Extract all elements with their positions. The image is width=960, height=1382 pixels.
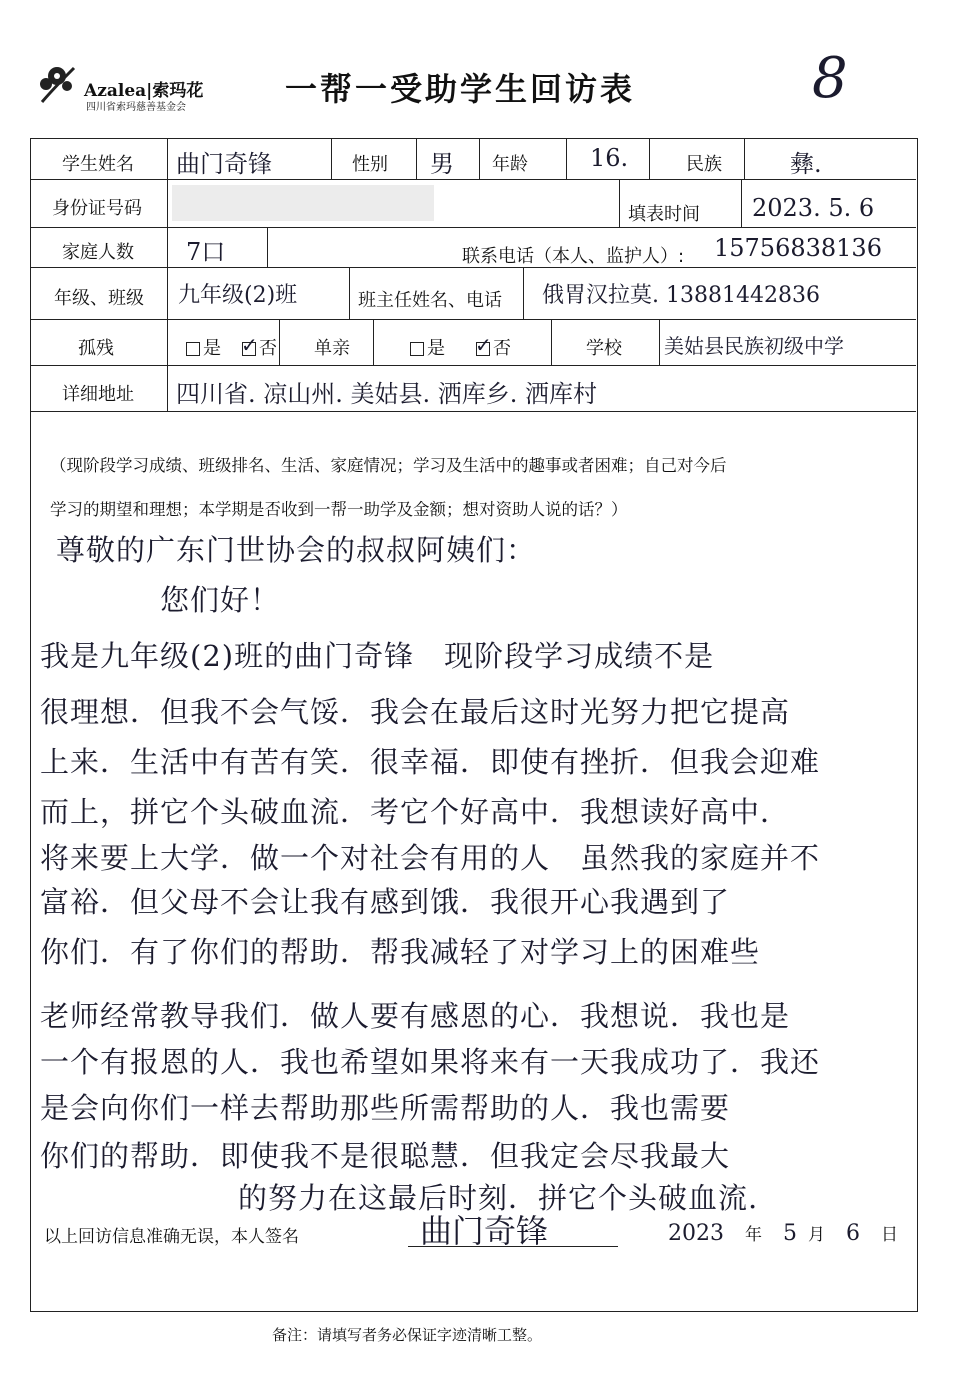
row-divider: [31, 179, 916, 180]
student-name-label: 学生姓名: [62, 154, 134, 175]
page-number: 8: [812, 46, 848, 111]
row-divider: [31, 365, 916, 366]
col-divider: [619, 179, 620, 227]
logo-text: Azalea|索玛花: [84, 81, 204, 101]
col-divider: [523, 267, 524, 319]
family-size-label: 家庭人数: [62, 242, 134, 263]
school-field[interactable]: 美姑县民族初级中学: [664, 334, 844, 358]
letter-line: 上来．生活中有苦有笑．很幸福．即使有挫折．但我会迎难: [40, 745, 821, 779]
single-yes-text: 是: [427, 338, 445, 359]
letter-line: 你们．有了你们的帮助．帮我减轻了对学习上的困难些: [40, 935, 761, 969]
signature-label: 以上回访信息准确无误，本人签名: [44, 1227, 299, 1247]
logo-subtitle: 四川省索玛慈善基金会: [86, 102, 186, 113]
letter-line: 将来要上大学．做一个对社会有用的人 虽然我的家庭并不: [40, 841, 821, 875]
fill-time-label: 填表时间: [628, 204, 700, 225]
col-divider: [349, 267, 350, 319]
col-divider: [167, 139, 168, 411]
letter-line: 尊敬的广东门世协会的叔叔阿姨们：: [56, 533, 537, 567]
grade-class-label: 年级、班级: [54, 288, 144, 309]
azalea-flower-logo-icon: [34, 58, 80, 104]
year-unit: 年: [745, 1225, 762, 1245]
teacher-label: 班主任姓名、电话: [358, 290, 502, 311]
month-unit: 月: [808, 1225, 825, 1245]
row-divider: [31, 411, 916, 412]
orphan-no-option[interactable]: [242, 334, 277, 360]
footer-note: 备注：请填写者务必保证字迹清晰工整。: [272, 1326, 543, 1344]
date-month[interactable]: 5: [783, 1221, 797, 1246]
col-divider: [279, 319, 280, 365]
col-divider: [331, 139, 332, 179]
school-label: 学校: [586, 338, 622, 359]
col-divider: [649, 139, 650, 179]
col-divider: [744, 139, 745, 179]
letter-line: 很理想．但我不会气馁．我会在最后这时光努力把它提高: [40, 695, 791, 729]
checked-checkbox-icon[interactable]: [242, 342, 256, 356]
col-divider: [373, 319, 374, 365]
single-parent-label: 单亲: [314, 338, 350, 359]
col-divider: [659, 319, 660, 365]
prompt-line-2: 学习的期望和理想；本学期是否收到一帮一助学及金额；想对资助人说的话？）: [50, 500, 628, 519]
page-title: 一帮一受助学生回访表: [285, 70, 636, 108]
letter-line: 老师经常教导我们．做人要有感恩的心．我想说．我也是: [40, 999, 791, 1033]
orphan-yes-text: 是: [203, 338, 221, 359]
single-no-text: 否: [493, 338, 511, 359]
row-divider: [31, 319, 916, 320]
fill-time-field[interactable]: 2023. 5. 6: [752, 194, 875, 222]
orphan-yes-option[interactable]: [186, 334, 221, 360]
col-divider: [566, 139, 567, 179]
date-day[interactable]: 6: [846, 1221, 860, 1246]
checked-checkbox-icon[interactable]: [476, 342, 490, 356]
col-divider: [416, 139, 417, 179]
age-field[interactable]: 16.: [590, 144, 629, 172]
ethnicity-field[interactable]: 彝.: [790, 150, 822, 178]
phone-field[interactable]: 15756838136: [714, 234, 882, 262]
address-label: 详细地址: [62, 384, 134, 405]
col-divider: [551, 319, 552, 365]
prompt-line-1: （现阶段学习成绩、班级排名、生活、家庭情况；学习及生活中的趣事或者困难；自己对今后: [50, 456, 727, 475]
day-unit: 日: [881, 1225, 898, 1245]
row-divider: [31, 227, 916, 228]
family-size-field[interactable]: 7口: [186, 238, 226, 266]
date-year[interactable]: 2023: [668, 1221, 724, 1246]
signature-name[interactable]: 曲门奇锋: [420, 1212, 549, 1250]
age-label: 年龄: [492, 154, 528, 175]
gender-label: 性别: [352, 154, 388, 175]
letter-line: 一个有报恩的人．我也希望如果将来有一天我成功了．我还: [40, 1045, 821, 1079]
letter-line: 富裕．但父母不会让我有感到饿．我很开心我遇到了: [40, 885, 731, 919]
col-divider: [267, 227, 268, 267]
single-no-option[interactable]: [476, 334, 511, 360]
grade-class-field[interactable]: 九年级(2)班: [178, 283, 298, 308]
letter-line: 而上，拼它个头破血流．考它个好高中．我想读好高中．: [40, 795, 791, 829]
checkbox-icon[interactable]: [186, 342, 200, 356]
letter-line: 是会向你们一样去帮助那些所需帮助的人．我也需要: [40, 1091, 731, 1125]
orphan-label: 孤残: [78, 338, 114, 359]
letter-line: 您们好！: [160, 583, 281, 617]
single-yes-option[interactable]: [410, 334, 445, 360]
teacher-field[interactable]: 俄胃汉拉莫. 13881442836: [542, 283, 820, 308]
ethnicity-label: 民族: [686, 154, 722, 175]
letter-line: 你们的帮助．即使我不是很聪慧．但我定会尽我最大: [40, 1139, 731, 1173]
phone-label: 联系电话（本人、监护人）:: [462, 246, 685, 267]
address-field[interactable]: 四川省. 凉山州. 美姑县. 洒库乡. 洒库村: [176, 380, 598, 408]
col-divider: [479, 139, 480, 179]
letter-line: 我是九年级(2)班的曲门奇锋 现阶段学习成绩不是: [40, 639, 715, 673]
checkbox-icon[interactable]: [410, 342, 424, 356]
col-divider: [741, 179, 742, 227]
gender-field[interactable]: 男: [430, 150, 454, 178]
signature-date: [668, 1220, 898, 1246]
student-name-field[interactable]: 曲门奇锋: [176, 150, 272, 178]
letter-line: 的努力在这最后时刻．拼它个头破血流.: [238, 1181, 759, 1215]
id-number-label: 身份证号码: [52, 198, 142, 219]
orphan-no-text: 否: [259, 338, 277, 359]
id-number-redacted: [172, 185, 434, 221]
